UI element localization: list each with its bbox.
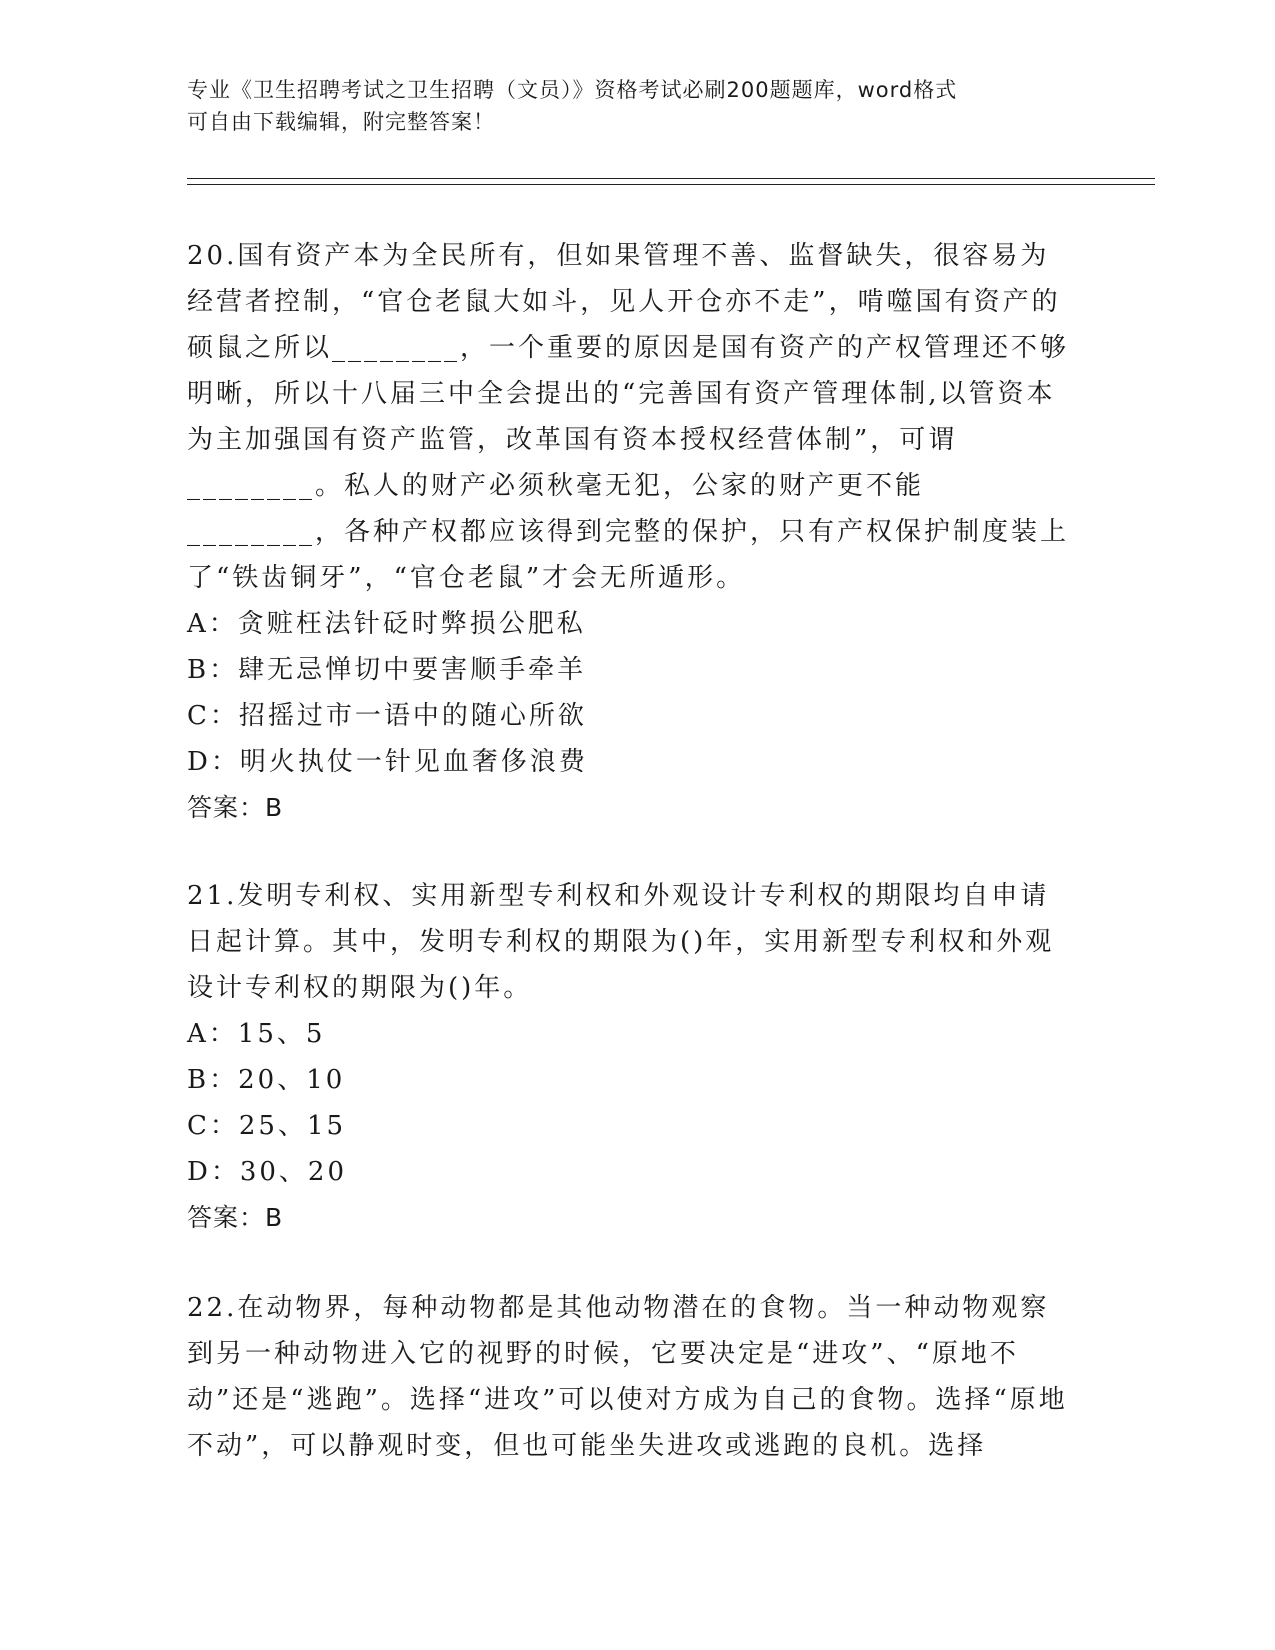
question-21-option-a: A：15、5 <box>187 1019 326 1049</box>
document-header <box>187 74 1087 138</box>
header-line-2: 可自由下载编辑，附完整答案！ <box>187 110 495 134</box>
question-22 <box>187 1285 1077 1469</box>
question-20-answer: 答案：B <box>187 793 284 822</box>
question-21-text: 21.发明专利权、实用新型专利权和外观设计专利权的期限均自申请日起计算。其中，发明专利权的期限为()年，实用新型专利权和外观设计专利权的期限为()年。 <box>187 881 1055 1003</box>
question-21-option-d: D：30、20 <box>187 1157 348 1187</box>
question-20-option-a: A：贪赃枉法针砭时弊损公肥私 <box>187 609 586 639</box>
question-21-option-b: B：20、10 <box>187 1065 346 1095</box>
question-20-text: 20.国有资产本为全民所有，但如果管理不善、监督缺失，很容易为经营者控制，“官仓老鼠大如斗，见人开仓亦不走”，啃噬国有资产的硕鼠之所以________，一个重要的原因是国有资产的产权管理还不够明晰，所以十八届三中全会提出的“完善国有资产管理体制,以管资本为主加强国有资产监管，改革国有资本授权经营体制”，可谓________。私人的财产必须秋毫无犯，公家的财产更不能________，各种产权都应该得到完整的保护，只有产权保护制度装上了“铁齿铜牙”，“官仓老鼠”才会无所遁形。 <box>187 241 1070 593</box>
question-21-option-c: C：25、15 <box>187 1111 347 1141</box>
question-22-text: 22.在动物界，每种动物都是其他动物潜在的食物。当一种动物观察到另一种动物进入它的视野的时候，它要决定是“进攻”、“原地不动”还是“逃跑”。选择“进攻”可以使对方成为自己的食物。选择“原地不动”，可以静观时变，但也可能坐失进攻或逃跑的良机。选择 <box>187 1293 1068 1461</box>
question-20 <box>187 233 1077 831</box>
question-21 <box>187 873 1077 1241</box>
question-20-option-c: C：招摇过市一语中的随心所欲 <box>187 701 587 731</box>
header-divider-top <box>187 178 1155 179</box>
question-21-answer: 答案：B <box>187 1203 284 1232</box>
question-20-option-d: D：明火执仗一针见血奢侈浪费 <box>187 747 588 777</box>
header-divider-bottom <box>187 184 1155 185</box>
question-20-option-b: B：肆无忌惮切中要害顺手牵羊 <box>187 655 587 685</box>
header-line-1: 专业《卫生招聘考试之卫生招聘（文员）》资格考试必刷200题题库，word格式 <box>187 78 958 102</box>
